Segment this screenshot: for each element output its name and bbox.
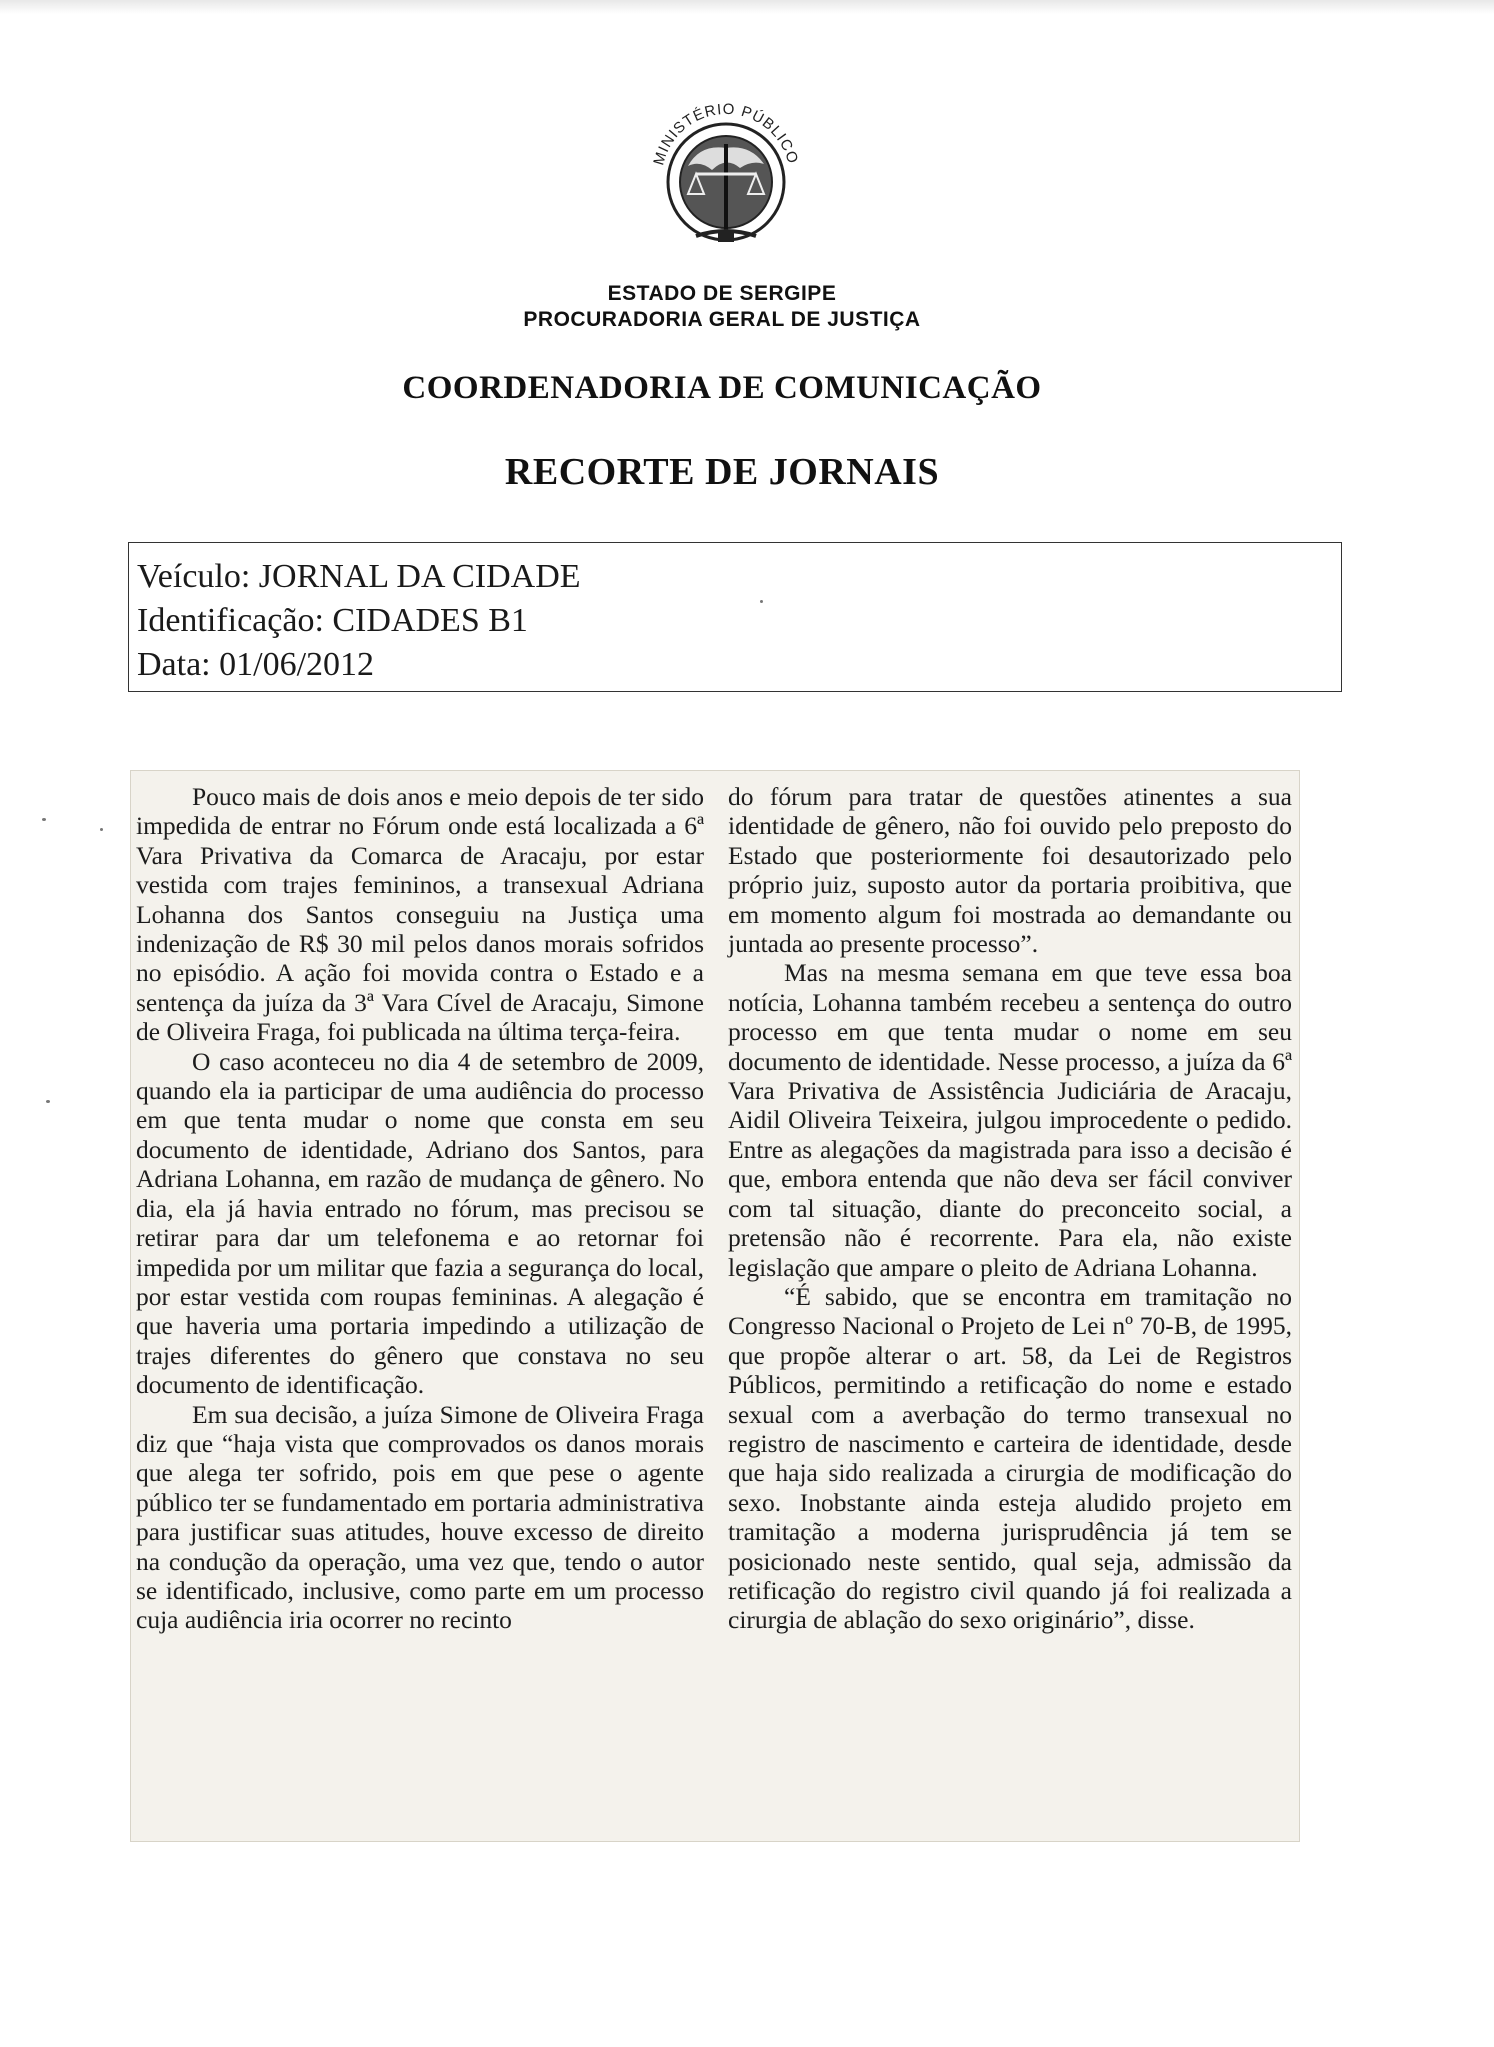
seal-text: MINISTÉRIO PÚBLICO: [650, 100, 802, 168]
article-paragraph: Em sua decisão, a juíza Simone de Oliveira Fraga diz que “haja vista que comprovados os danos morais que alega ter sofrido, pois em que pese o agente público ter se fundamentado em portaria administrativa para justificar suas atitudes, houve excesso de direito na condução da operação, uma vez que, tendo o autor se identificado, inclusive, como parte em um processo cuja audiência iria ocorrer no recinto: [136, 1399, 704, 1635]
clipping-info-box: [128, 542, 1342, 692]
article-paragraph: Pouco mais de dois anos e meio depois de ter sido impedida de entrar no Fórum onde está localizada a 6ª Vara Privativa da Comarca de Aracaju, por estar vestida com trajes femininos, a transexual Adriana Lohanna dos Santos conseguiu na Justiça uma indenização de R$ 30 mil pelos danos morais sofridos no episódio. A ação foi movida contra o Estado e a sentença da juíza da 3ª Vara Cível de Aracaju, Simone de Oliveira Fraga, foi publicada na última terça-feira.: [136, 782, 704, 1047]
info-date: Data: 01/06/2012: [137, 646, 375, 683]
scan-speck: [760, 600, 763, 603]
article-paragraph: “É sabido, que se encontra em tramitação no Congresso Nacional o Projeto de Lei nº 70-B, de 1995, que propõe alterar o art. 58, da Lei de Registros Públicos, permitindo a retificação do nome e estado sexual com a averbação do termo transexual no registro de nascimento e carteira de identidade, desde que haja sido realizada a cirurgia de modificação do sexo. Inobstante ainda esteja aludido projeto em tramitação a moderna jurisprudência já tem se posicionado neste sentido, qual seja, admissão da retificação do registro civil quando já foi realizada a cirurgia de ablação do sexo originário”, disse.: [728, 1281, 1292, 1635]
article-paragraph: O caso aconteceu no dia 4 de setembro de 2009, quando ela ia participar de uma audiência do processo em que tenta mudar o nome que consta em seu documento de identidade, Adriano dos Santos, para Adriana Lohanna, em razão de mudança de gênero. No dia, ela já havia entrado no fórum, mas precisou se retirar para dar um telefonema e ao retornar foi impedida por um militar que fazia a segurança do local, por estar vestida com roupas femininas. A alegação é que haveria uma portaria impedindo a utilização de trajes diferentes do gênero que constava no seu documento de identificação.: [136, 1046, 704, 1400]
header-office: PROCURADORIA GERAL DE JUSTIÇA: [523, 308, 921, 331]
scan-top-edge: [0, 0, 1494, 14]
scan-speck: [100, 828, 103, 831]
newspaper-clipping: [130, 770, 1300, 1842]
header-state: ESTADO DE SERGIPE: [607, 282, 837, 305]
ministerio-publico-seal: [640, 86, 810, 256]
info-vehicle: Veículo: JORNAL DA CIDADE: [137, 558, 581, 595]
header-section-title: RECORTE DE JORNAIS: [504, 451, 940, 493]
info-identification: Identificação: CIDADES B1: [137, 602, 528, 639]
scan-speck: [42, 818, 46, 821]
article-paragraph: do fórum para tratar de questões atinentes a sua identidade de gênero, não foi ouvido pelo preposto do Estado que posteriormente foi desautorizado pelo próprio juiz, suposto autor da portaria proibitiva, que em momento algum foi mostrada ao demandante ou juntada ao presente processo”.: [728, 782, 1292, 959]
article-paragraph: Mas na mesma semana em que teve essa boa notícia, Lohanna também recebeu a sentença do outro processo em que tenta mudar o nome em seu documento de identidade. Nesse processo, a juíza da 6ª Vara Privativa de Assistência Judiciária de Aracaju, Aidil Oliveira Teixeira, julgou improcedente o pedido. Entre as alegações da magistrada para isso a decisão é que, embora entenda que não deva ser fácil conviver com tal situação, diante do preconceito social, a pretensão não é recorrente. Para ela, não existe legislação que ampare o pleito de Adriana Lohanna.: [728, 958, 1292, 1282]
article-column-right: [728, 782, 1292, 1635]
scan-speck: [46, 1100, 50, 1103]
article-column-left: [136, 782, 704, 1635]
header-department: COORDENADORIA DE COMUNICAÇÃO: [402, 370, 1042, 406]
